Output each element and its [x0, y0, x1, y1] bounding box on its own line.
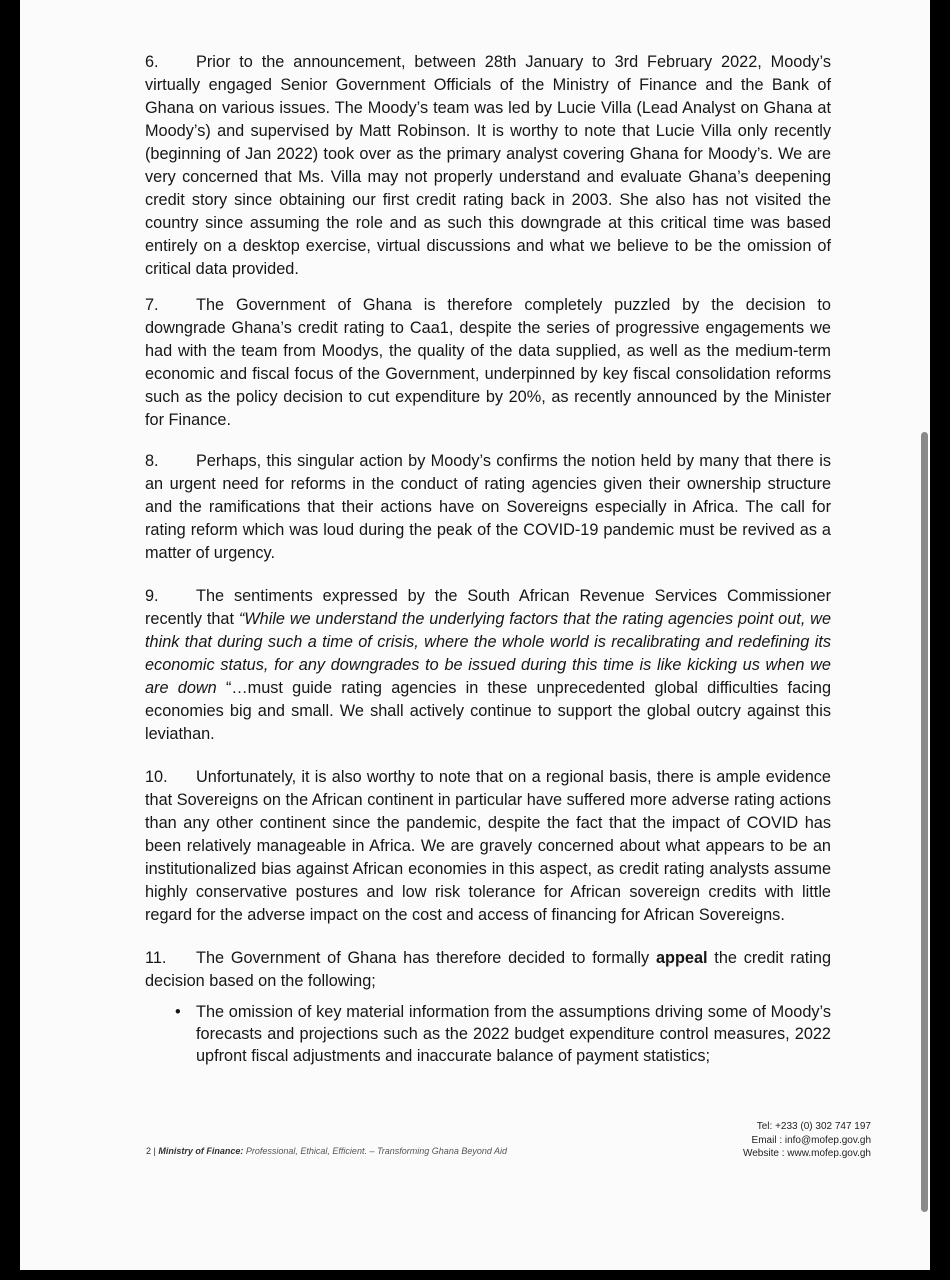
paragraph-text: Unfortunately, it is also worthy to note that on a regional basis, there is ample evidence that Sovereigns on the African continent in particular have suffered more adverse rating actions than any other continent since the pandemic, despite the fact that the impact of COVID has been relatively manageable in Africa. We are gravely concerned about what appears to be an institutionalized bias against African economies in this aspect, as credit rating analysts assume highly conservative postures and low risk tolerance for African sovereign credits with little regard for the adverse impact on the cost and access of financing for African Sovereigns.: [145, 768, 831, 924]
paragraph-number: 8.: [145, 452, 159, 470]
page-number: 2 |: [146, 1146, 156, 1156]
vertical-scrollbar[interactable]: [921, 432, 928, 1212]
bullet-text: The omission of key material information from the assumptions driving some of Moody’s forecasts and projections such as the 2022 budget expenditure control measures, 2022 upfront fiscal adjustments and inaccurate balance of payment statistics;: [196, 1003, 831, 1065]
paragraph-10: [145, 766, 831, 927]
paragraph-11: [145, 947, 831, 993]
paragraph-9: [145, 585, 831, 746]
paragraph-text: Prior to the announcement, between 28th January to 3rd February 2022, Moody’s virtually engaged Senior Government Officials of the Ministry of Finance and the Bank of Ghana on various issues. The Moody’s team was led by Lucie Villa (Lead Analyst on Ghana at Moody’s) and supervised by Matt Robinson. It is worthy to note that Lucie Villa only recently (beginning of Jan 2022) took over as the primary analyst covering Ghana for Moody’s. We are very concerned that Ms. Villa may not properly understand and evaluate Ghana’s deepening credit story since obtaining our first credit rating back in 2003. She also has not visited the country since assuming the role and as such this downgrade at this critical time was based entirely on a desktop exercise, virtual discussions and what we believe to be the omission of critical data provided.: [145, 53, 831, 278]
tagline: Professional, Ethical, Efficient. – Transforming Ghana Beyond Aid: [245, 1146, 508, 1156]
bullet-list: [145, 1001, 831, 1067]
paragraph-6: [145, 51, 831, 281]
paragraph-number: 10.: [145, 768, 168, 786]
paragraph-7: [145, 294, 831, 432]
paragraph-number: 11.: [145, 949, 167, 967]
contact-email: Email : info@mofep.gov.gh: [751, 1134, 871, 1146]
document-body: [145, 51, 831, 1067]
contact-tel: Tel: +233 (0) 302 747 197: [756, 1121, 871, 1132]
bold-appeal: appeal: [655, 949, 708, 967]
paragraph-number: 6.: [145, 53, 159, 71]
paragraph-text-continued: “…must guide rating agencies in these unprecedented global difficulties facing economies big and small. We shall actively continue to support the global outcry against this leviathan.: [145, 679, 831, 743]
paragraph-number: 9.: [145, 587, 159, 605]
ministry-name: Ministry of Finance:: [158, 1146, 244, 1156]
footer-tagline: [146, 1146, 507, 1156]
paragraph-text: The Government of Ghana has therefore decided to formally: [196, 949, 656, 967]
paragraph-text: Perhaps, this singular action by Moody’s confirms the notion held by many that there is an urgent need for reforms in the conduct of rating agencies given their ownership structure and the ramifications that their actions have on Sovereigns especially in Africa. The call for rating reform which was loud during the peak of the COVID-19 pandemic must be revived as a matter of urgency.: [145, 452, 831, 562]
paragraph-text-continued: the credit rating decision based on the following;: [145, 949, 831, 990]
bullet-item: [145, 1001, 831, 1067]
paragraph-text: The sentiments expressed by the South African Revenue Services Commissioner recently that: [145, 587, 831, 628]
paragraph-text: The Government of Ghana is therefore completely puzzled by the decision to downgrade Ghana’s credit rating to Caa1, despite the series of progressive engagements we had with the team from Moodys, the quality of the data supplied, as well as the medium-term economic and fiscal focus of the Government, underpinned by key fiscal consolidation reforms such as the policy decision to cut expenditure by 20%, as recently announced by the Minister for Finance.: [145, 296, 831, 429]
italic-quote: “While we understand the underlying factors that the rating agencies point out, we think that during such a time of crisis, where the whole world is recalibrating and redefining its economic status, for any downgrades to be issued during this time is like kicking us when we are down: [145, 610, 831, 697]
document-page: [20, 0, 930, 1270]
contact-website: Website : www.mofep.gov.gh: [742, 1148, 871, 1159]
paragraph-number: 7.: [145, 296, 159, 314]
bullet-icon: •: [175, 1003, 181, 1021]
paragraph-8: [145, 450, 831, 565]
footer-contact: [743, 1120, 871, 1161]
